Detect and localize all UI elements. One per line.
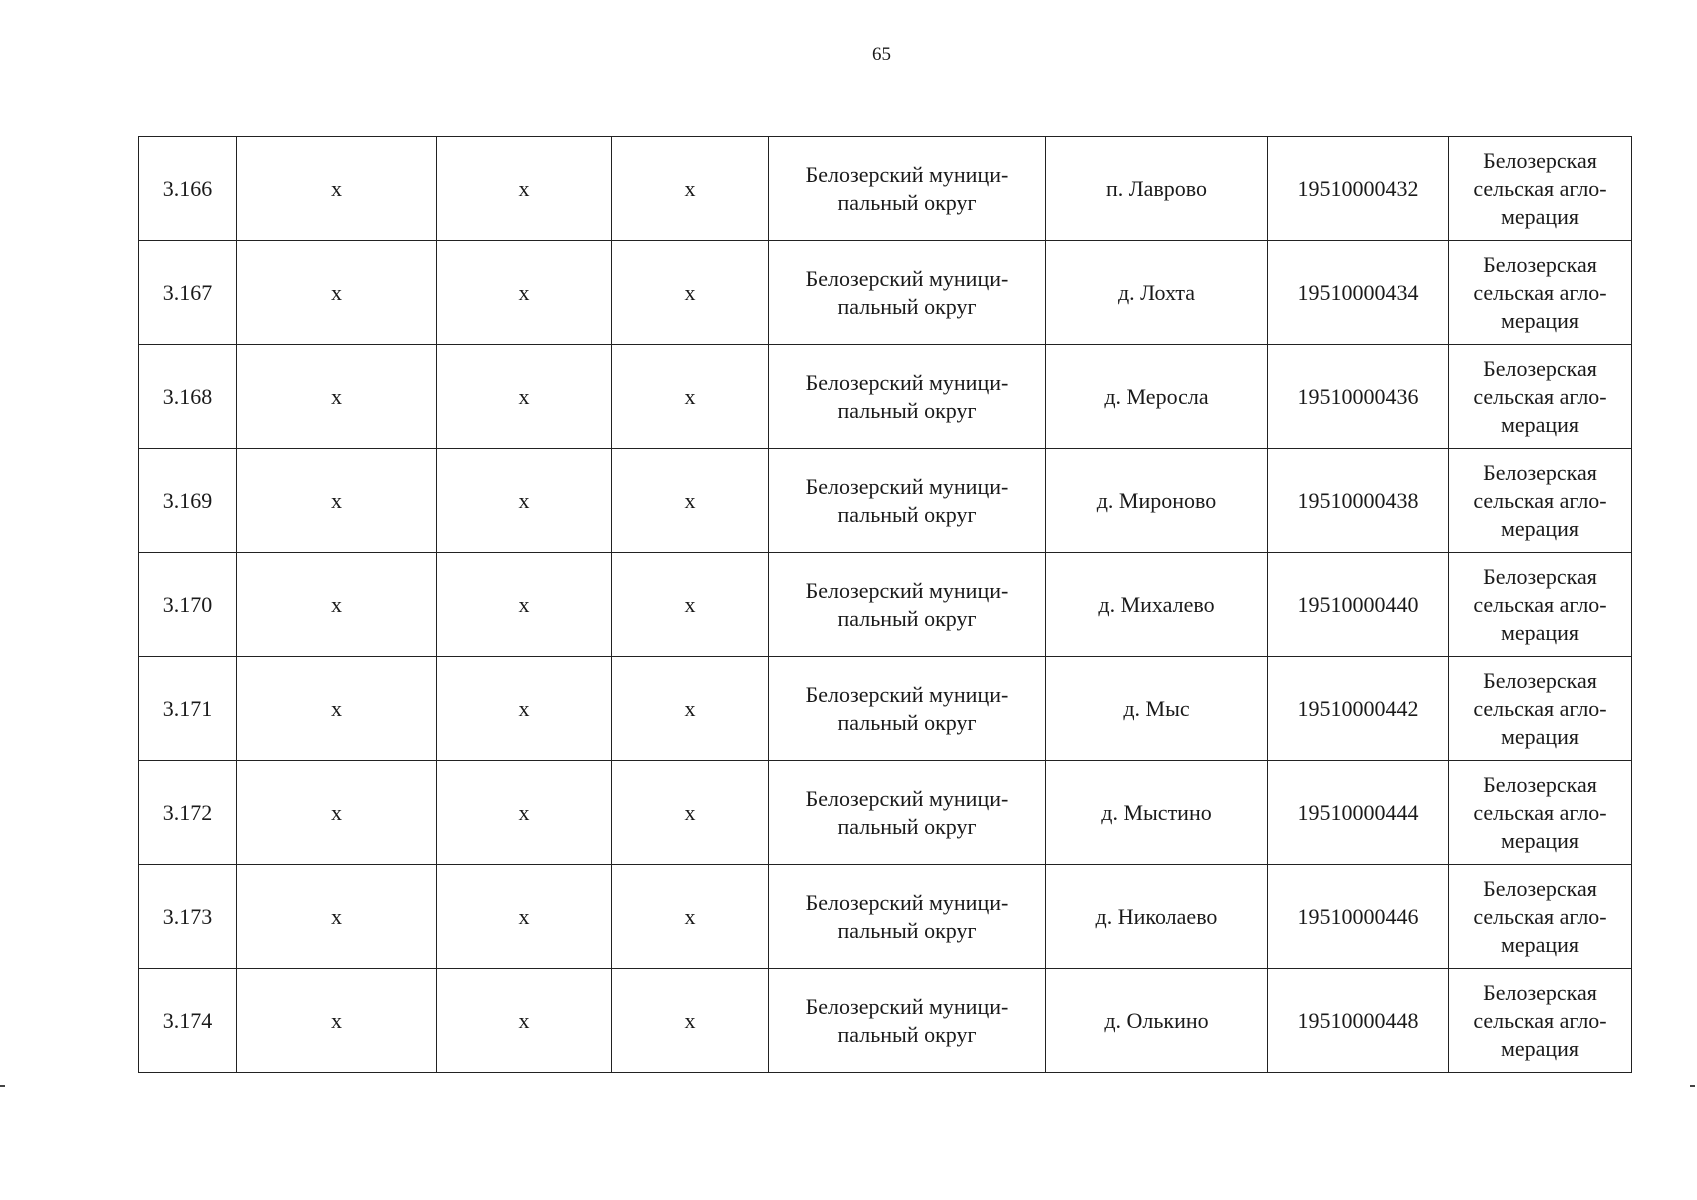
- agglomeration-cell-text: Белозерская: [1483, 979, 1597, 1005]
- x-cell-3-text: x: [684, 903, 696, 929]
- x-cell-2: [437, 137, 612, 241]
- x-cell-1: [237, 969, 437, 1073]
- x-cell-1-text: x: [331, 279, 342, 305]
- agglomeration-cell-text: мерация: [1500, 723, 1580, 749]
- code-cell-text: 19510000448: [1297, 1007, 1419, 1033]
- row-number-cell-text: 3.169: [162, 487, 213, 513]
- x-cell-1: [237, 137, 437, 241]
- district-cell: [769, 969, 1046, 1073]
- district-cell-text: Белозерский муници-: [805, 369, 1009, 395]
- row-number-cell-text: 3.174: [162, 1007, 213, 1033]
- code-cell: [1268, 345, 1449, 449]
- x-cell-3-text: x: [684, 487, 696, 513]
- district-cell-text: Белозерский муници-: [805, 993, 1009, 1019]
- code-cell: [1268, 553, 1449, 657]
- agglomeration-cell: [1449, 241, 1632, 345]
- agglomeration-cell-text: сельская агло-: [1473, 175, 1607, 201]
- code-cell: [1268, 865, 1449, 969]
- settlement-cell-text: д. Мыстино: [1101, 799, 1212, 825]
- code-cell-text: 19510000438: [1297, 487, 1419, 513]
- row-number-cell-text: 3.166: [162, 175, 213, 201]
- district-cell-text: пальный округ: [837, 709, 977, 735]
- row-number-cell-text: 3.170: [162, 591, 213, 617]
- x-cell-1: [237, 657, 437, 761]
- code-cell-text: 19510000442: [1297, 695, 1419, 721]
- district-cell-text: пальный округ: [837, 917, 977, 943]
- district-cell-text: пальный округ: [837, 813, 977, 839]
- agglomeration-cell-text: мерация: [1500, 619, 1580, 645]
- x-cell-2-text: x: [518, 903, 530, 929]
- agglomeration-cell: [1449, 761, 1632, 865]
- code-cell: [1268, 761, 1449, 865]
- row-number-cell: [139, 553, 237, 657]
- agglomeration-cell-text: Белозерская: [1483, 771, 1597, 797]
- agglomeration-cell-text: мерация: [1500, 411, 1580, 437]
- page-number: 65: [872, 44, 891, 65]
- settlements-table-container: [138, 136, 1632, 1073]
- x-cell-1-text: x: [331, 175, 342, 201]
- code-cell-text: 19510000436: [1297, 383, 1419, 409]
- code-cell-text: 19510000434: [1297, 279, 1419, 305]
- row-number-cell: [139, 345, 237, 449]
- x-cell-1: [237, 865, 437, 969]
- x-cell-2: [437, 345, 612, 449]
- agglomeration-cell-text: мерация: [1500, 203, 1580, 229]
- x-cell-3-text: x: [684, 591, 696, 617]
- agglomeration-cell-text: Белозерская: [1483, 667, 1597, 693]
- table-body: [139, 137, 1632, 1073]
- code-cell: [1268, 449, 1449, 553]
- district-cell-text: Белозерский муници-: [805, 265, 1009, 291]
- x-cell-1-text: x: [331, 383, 342, 409]
- row-number-cell: [139, 449, 237, 553]
- district-cell-text: пальный округ: [837, 293, 977, 319]
- agglomeration-cell-text: сельская агло-: [1473, 695, 1607, 721]
- x-cell-1-text: x: [331, 1007, 342, 1033]
- x-cell-3-text: x: [684, 1007, 696, 1033]
- agglomeration-cell: [1449, 449, 1632, 553]
- table-row: [139, 553, 1632, 657]
- settlement-cell-text: д. Олькино: [1104, 1007, 1209, 1033]
- agglomeration-cell-text: сельская агло-: [1473, 279, 1607, 305]
- x-cell-2: [437, 865, 612, 969]
- x-cell-1: [237, 449, 437, 553]
- x-cell-2: [437, 241, 612, 345]
- district-cell: [769, 553, 1046, 657]
- x-cell-3: [612, 241, 769, 345]
- x-cell-3: [612, 657, 769, 761]
- agglomeration-cell: [1449, 657, 1632, 761]
- x-cell-3: [612, 865, 769, 969]
- row-number-cell-text: 3.171: [162, 695, 213, 721]
- agglomeration-cell: [1449, 553, 1632, 657]
- agglomeration-cell-text: Белозерская: [1483, 251, 1597, 277]
- agglomeration-cell-text: мерация: [1500, 307, 1580, 333]
- agglomeration-cell-text: мерация: [1500, 515, 1580, 541]
- code-cell-text: 19510000446: [1297, 903, 1419, 929]
- x-cell-2-text: x: [518, 487, 530, 513]
- x-cell-3: [612, 553, 769, 657]
- x-cell-2: [437, 553, 612, 657]
- district-cell-text: пальный округ: [837, 1021, 977, 1047]
- settlement-cell: [1046, 345, 1268, 449]
- district-cell-text: пальный округ: [837, 397, 977, 423]
- agglomeration-cell-text: сельская агло-: [1473, 799, 1607, 825]
- district-cell-text: Белозерский муници-: [805, 889, 1009, 915]
- row-number-cell-text: 3.173: [162, 903, 213, 929]
- settlement-cell-text: п. Лаврово: [1105, 175, 1208, 201]
- agglomeration-cell-text: мерация: [1500, 827, 1580, 853]
- district-cell-text: Белозерский муници-: [805, 473, 1009, 499]
- x-cell-2: [437, 657, 612, 761]
- district-cell: [769, 865, 1046, 969]
- x-cell-3: [612, 969, 769, 1073]
- x-cell-2: [437, 449, 612, 553]
- district-cell-text: Белозерский муници-: [805, 577, 1009, 603]
- district-cell-text: Белозерский муници-: [805, 161, 1009, 187]
- code-cell: [1268, 137, 1449, 241]
- x-cell-3: [612, 449, 769, 553]
- code-cell: [1268, 969, 1449, 1073]
- settlement-cell: [1046, 553, 1268, 657]
- agglomeration-cell-text: сельская агло-: [1473, 487, 1607, 513]
- code-cell: [1268, 241, 1449, 345]
- settlement-cell: [1046, 241, 1268, 345]
- row-number-cell: [139, 761, 237, 865]
- district-cell-text: пальный округ: [837, 189, 977, 215]
- x-cell-1: [237, 761, 437, 865]
- agglomeration-cell-text: сельская агло-: [1473, 591, 1607, 617]
- row-number-cell-text: 3.172: [162, 799, 213, 825]
- table-row: [139, 657, 1632, 761]
- agglomeration-cell-text: мерация: [1500, 931, 1580, 957]
- code-cell: [1268, 657, 1449, 761]
- x-cell-1-text: x: [331, 903, 342, 929]
- agglomeration-cell-text: Белозерская: [1483, 875, 1597, 901]
- x-cell-2-text: x: [518, 1007, 530, 1033]
- settlement-cell: [1046, 137, 1268, 241]
- table-row: [139, 345, 1632, 449]
- row-number-cell-text: 3.167: [162, 279, 213, 305]
- row-number-cell: [139, 865, 237, 969]
- code-cell-text: 19510000432: [1297, 175, 1419, 201]
- x-cell-3-text: x: [684, 695, 696, 721]
- settlement-cell-text: д. Мыс: [1123, 695, 1190, 721]
- x-cell-3: [612, 345, 769, 449]
- settlement-cell: [1046, 449, 1268, 553]
- agglomeration-cell: [1449, 345, 1632, 449]
- left-margin-mark: [0, 1085, 5, 1087]
- x-cell-2-text: x: [518, 799, 530, 825]
- district-cell-text: пальный округ: [837, 605, 977, 631]
- table-row: [139, 761, 1632, 865]
- table-row: [139, 969, 1632, 1073]
- x-cell-2-text: x: [518, 175, 530, 201]
- x-cell-1: [237, 345, 437, 449]
- agglomeration-cell: [1449, 969, 1632, 1073]
- agglomeration-cell-text: сельская агло-: [1473, 903, 1607, 929]
- settlement-cell: [1046, 657, 1268, 761]
- district-cell-text: пальный округ: [837, 501, 977, 527]
- settlement-cell-text: д. Лохта: [1117, 279, 1196, 305]
- agglomeration-cell: [1449, 137, 1632, 241]
- row-number-cell: [139, 241, 237, 345]
- settlement-cell-text: д. Мироново: [1096, 487, 1217, 513]
- x-cell-3-text: x: [684, 383, 696, 409]
- settlement-cell: [1046, 969, 1268, 1073]
- settlements-table: [138, 136, 1632, 1073]
- code-cell-text: 19510000440: [1297, 591, 1419, 617]
- settlement-cell-text: д. Михалево: [1098, 591, 1215, 617]
- district-cell-text: Белозерский муници-: [805, 681, 1009, 707]
- x-cell-2-text: x: [518, 695, 530, 721]
- x-cell-1-text: x: [331, 591, 342, 617]
- district-cell: [769, 657, 1046, 761]
- row-number-cell-text: 3.168: [162, 383, 213, 409]
- agglomeration-cell-text: Белозерская: [1483, 563, 1597, 589]
- x-cell-1-text: x: [331, 695, 342, 721]
- x-cell-3: [612, 137, 769, 241]
- x-cell-2: [437, 969, 612, 1073]
- x-cell-2-text: x: [518, 591, 530, 617]
- x-cell-3: [612, 761, 769, 865]
- x-cell-2-text: x: [518, 279, 530, 305]
- settlement-cell: [1046, 865, 1268, 969]
- x-cell-1: [237, 241, 437, 345]
- table-row: [139, 137, 1632, 241]
- x-cell-1: [237, 553, 437, 657]
- x-cell-2: [437, 761, 612, 865]
- district-cell: [769, 449, 1046, 553]
- agglomeration-cell-text: сельская агло-: [1473, 1007, 1607, 1033]
- x-cell-1-text: x: [331, 799, 342, 825]
- table-row: [139, 241, 1632, 345]
- x-cell-3-text: x: [684, 279, 696, 305]
- agglomeration-cell-text: мерация: [1500, 1035, 1580, 1061]
- row-number-cell: [139, 657, 237, 761]
- agglomeration-cell-text: Белозерская: [1483, 147, 1597, 173]
- row-number-cell: [139, 969, 237, 1073]
- agglomeration-cell-text: сельская агло-: [1473, 383, 1607, 409]
- district-cell: [769, 241, 1046, 345]
- district-cell-text: Белозерский муници-: [805, 785, 1009, 811]
- table-row: [139, 865, 1632, 969]
- district-cell: [769, 761, 1046, 865]
- table-row: [139, 449, 1632, 553]
- right-margin-mark: [1690, 1085, 1695, 1087]
- settlement-cell-text: д. Николаево: [1095, 903, 1218, 929]
- settlement-cell: [1046, 761, 1268, 865]
- x-cell-2-text: x: [518, 383, 530, 409]
- x-cell-3-text: x: [684, 175, 696, 201]
- x-cell-1-text: x: [331, 487, 342, 513]
- district-cell: [769, 137, 1046, 241]
- district-cell: [769, 345, 1046, 449]
- settlement-cell-text: д. Меросла: [1104, 383, 1209, 409]
- agglomeration-cell-text: Белозерская: [1483, 355, 1597, 381]
- agglomeration-cell: [1449, 865, 1632, 969]
- row-number-cell: [139, 137, 237, 241]
- code-cell-text: 19510000444: [1297, 799, 1419, 825]
- x-cell-3-text: x: [684, 799, 696, 825]
- agglomeration-cell-text: Белозерская: [1483, 459, 1597, 485]
